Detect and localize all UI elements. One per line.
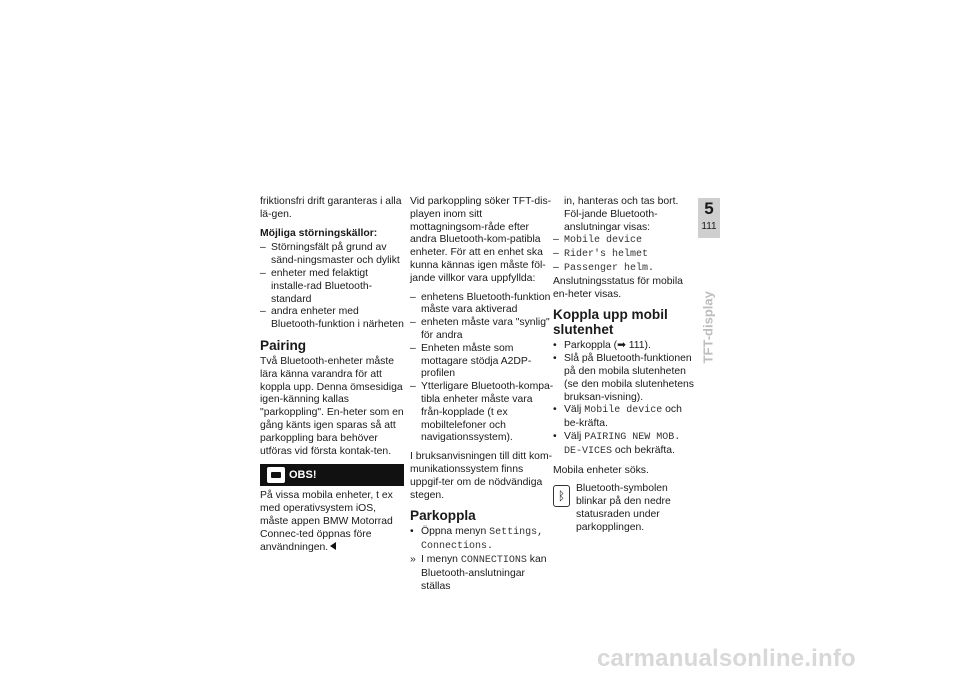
list-item: • Öppna menyn Settings, Connections.: [410, 526, 544, 553]
list-item: – enheter med felaktigt installe-rad Bluetooth-standard: [260, 267, 373, 305]
conditions-list: [410, 292, 554, 446]
chapter-number: 5: [704, 199, 714, 218]
list-item: – andra enheter med Bluetooth-funktion i närheten: [260, 306, 404, 331]
paragraph: Två Bluetooth-enheter måste lära känna varandra för att koppla upp. Denna ömsesidiga igen-känning kallas "parkoppling". En-heter som en gång känts igen sparas så att parkoppling bara behöver utföras vid första kontak-ten.: [260, 355, 404, 457]
list-item: – Rider's helmet: [553, 248, 649, 261]
bluetooth-icon: ᛒ: [553, 485, 570, 507]
list-item: – Störningsfält på grund av sänd-ningsmaster och dylikt: [260, 242, 400, 267]
list-item: – Ytterligare Bluetooth-kompa-tibla enheter måste vara från-kopplade (t ex mobiltelefoner och navigationssystem).: [410, 381, 554, 444]
paragraph: I bruksanvisningen till ditt kom-munikationssystem finns uppgif-ter om de nödvändiga stegen.: [410, 451, 553, 501]
list-item: – enhetens Bluetooth-funktion måste vara aktiverad: [410, 291, 551, 316]
list-item: • Välj PAIRING NEW MOB. DE-VICES och bekräfta.: [553, 430, 681, 457]
paragraph: Anslutningsstatus för mobila en-heter visas.: [553, 275, 683, 300]
connections-list: [553, 234, 697, 275]
list-item: – Enheten måste som mottagare stödja A2DP-profilen: [410, 342, 532, 380]
obs-text: På vissa mobila enheter, t ex med operativsystem iOS, måste appen BMW Motorrad Connec-ted öppnas före användningen.: [260, 490, 393, 553]
list-item: • Välj Mobile device och be-kräfta.: [553, 404, 682, 430]
list-item: • Parkoppla (➡ 111).: [553, 340, 651, 352]
watermark: carmanualsonline.info: [597, 645, 856, 672]
column-2: [410, 196, 554, 599]
heading-pairing: Pairing: [260, 337, 307, 353]
page-number: 111: [701, 221, 717, 232]
heading-koppla: Koppla upp mobil slutenhet: [553, 307, 668, 338]
pointing-hand-icon: [267, 467, 285, 483]
column-1: [260, 196, 404, 560]
paragraph: friktionsfri drift garanteras i alla lä-gen.: [260, 196, 402, 220]
sources-list: [260, 242, 404, 332]
column-3: [553, 196, 697, 535]
subheading-sources: Möjliga störningskällor:: [260, 227, 378, 239]
koppla-steps: [553, 340, 697, 458]
list-item: – Passenger helm.: [553, 261, 655, 274]
paragraph: Mobila enheter söks.: [553, 464, 649, 476]
section-title: TFT-display: [700, 291, 716, 364]
end-marker-icon: [330, 542, 336, 550]
list-item: » I menyn CONNECTIONS kan Bluetooth-anslutningar ställas: [410, 553, 547, 592]
obs-label: OBS!: [289, 469, 317, 482]
list-item: • Slå på Bluetooth-funktionen på den mobila slutenheten (se den mobila slutenhetens bruksan-visning).: [553, 353, 694, 403]
chapter-tab: [698, 198, 720, 238]
obs-banner: [260, 464, 404, 486]
steps-list: [410, 526, 554, 593]
list-item: – Mobile device: [553, 234, 643, 247]
heading-parkoppla: Parkoppla: [410, 508, 476, 524]
list-item: – enheten måste vara "synlig" för andra: [410, 317, 550, 341]
bluetooth-note: ᛒ Bluetooth-symbolen blinkar på den nedre statusraden under parkopplingen.: [553, 483, 697, 534]
paragraph: Vid parkoppling söker TFT-dis-playen inom sitt mottagningsom-råde efter andra Bluetooth-kom-patibla enheter. För att en enhet ska kunna kännas igen måste föl-jande villkor vara uppfyllda:: [410, 196, 552, 284]
paragraph: in, hanteras och tas bort. Föl-jande Bluetooth-anslutningar visas:: [564, 196, 679, 233]
